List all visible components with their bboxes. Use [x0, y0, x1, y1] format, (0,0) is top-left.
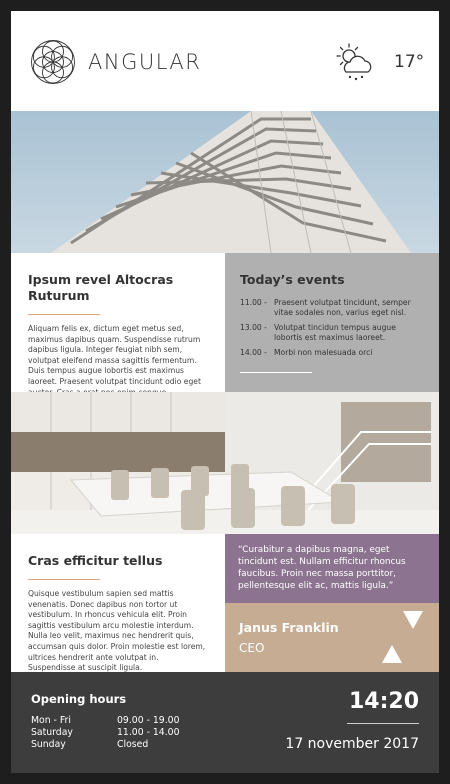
hours-time: 09.00 - 19.00 [117, 715, 180, 726]
events-panel [225, 253, 439, 392]
sun-cloud-snow-icon [334, 41, 376, 83]
hours-time: Closed [117, 739, 149, 750]
signage-screen [11, 11, 439, 773]
temperature: 17° [394, 52, 425, 72]
person-role: CEO [239, 641, 265, 655]
person-panel [225, 603, 439, 672]
hours-day: Sunday [31, 739, 66, 750]
opening-hours-title: Opening hours [31, 692, 127, 706]
article-body: Quisque vestibulum sapien sed mattis venenatis. Donec dapibus non tortor ut vestibulum. In rhoncus vehicula elit. Proin sagittis vestibulum arcu molestie interdum. Nulla leo velit, maximus nec hendrerit quis, accumsan quis dolor. Proin molestie est lorem, ultrices hendrerit ante volutpat in. Suspendisse at suscipit ligula. [28, 589, 206, 673]
event-item [240, 298, 425, 318]
quote-text: “Curabitur a dapibus magna, eget tincidunt est. Nullam efficitur rhoncus faucibus. Proin nec massa porttitor, pellentesque elit ac, mattis ligula.” [238, 545, 406, 591]
accent-rule [28, 314, 100, 315]
event-description: Morbi non malesuada orci [274, 348, 373, 357]
triangles-icon [375, 611, 435, 665]
event-item [240, 323, 425, 343]
clock: 14:20 [348, 689, 419, 714]
flower-of-life-icon [30, 39, 76, 85]
brand-name: ANGULAR [88, 50, 202, 74]
article-panel [11, 253, 225, 392]
events-rule [240, 372, 312, 373]
accent-rule [28, 579, 100, 580]
building-image [11, 111, 439, 253]
article-title: Ipsum revel Altocras Ruturum [28, 272, 174, 303]
header [11, 11, 439, 111]
event-description: Praesent volutpat tincidunt, semper vitae sodales non, varius eget nisl. [274, 298, 411, 317]
event-time: 13.00 - [240, 323, 267, 332]
hours-row [31, 715, 180, 727]
hours-time: 11.00 - 14.00 [117, 727, 180, 738]
kitchen-image [11, 392, 439, 534]
hours-day: Saturday [31, 727, 73, 738]
opening-hours-list [31, 715, 180, 751]
article-panel [11, 534, 225, 672]
hours-row [31, 739, 180, 751]
clock-divider [347, 723, 419, 724]
article-title: Cras efficitur tellus [28, 553, 163, 568]
date: 17 november 2017 [285, 736, 419, 752]
person-name: Janus Franklin [239, 620, 339, 635]
quote-panel [225, 534, 439, 603]
hours-day: Mon - Fri [31, 715, 71, 726]
footer [11, 672, 439, 773]
event-time: 11.00 - [240, 298, 267, 307]
event-description: Volutpat tincidun tempus augue lobortis est maximus laoreet. [274, 323, 396, 342]
article-body: Aliquam felis ex, dictum eget metus sed, maximus dapibus quam. Suspendisse rutrum dapibus ligula. Integer feugiat nibh sem, volutpat eleifend massa sagittis fermentum. Duis tempus augue lobortis est maximus laoreet. Praesent volutpat tincidunt odio eget [28, 324, 201, 386]
event-time: 14.00 - [240, 348, 267, 357]
hours-row [31, 727, 180, 739]
events-title: Today’s events [240, 272, 345, 287]
event-item [240, 348, 425, 358]
